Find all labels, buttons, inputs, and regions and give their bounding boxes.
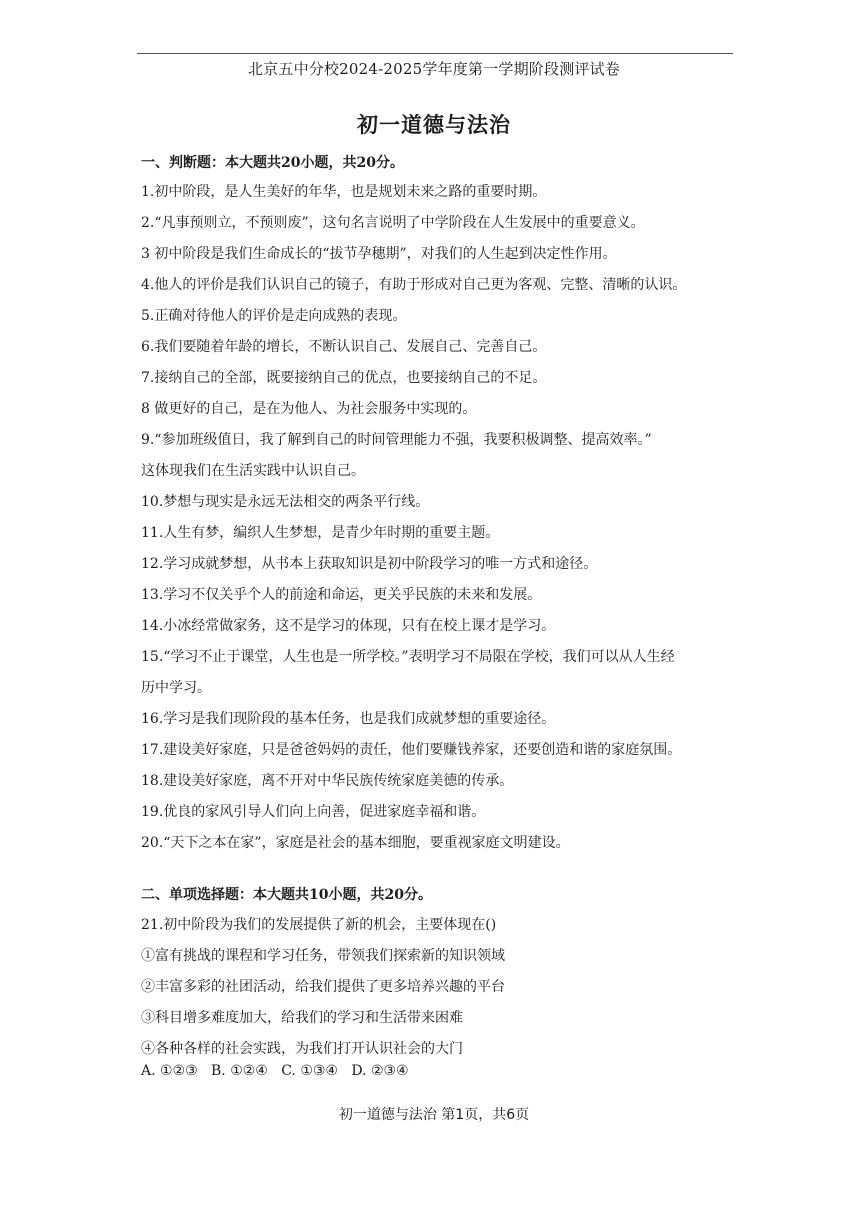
- question-line: 20.“天下之本在家”，家庭是社会的基本细胞，要重视家庭文明建设。: [141, 835, 570, 851]
- page-footer: 初一道德与法治 第1页，共6页: [338, 1107, 530, 1123]
- question-line: 6.我们要随着年龄的增长，不断认识自己、发展自己、完善自己。: [141, 339, 547, 355]
- header-rule: [137, 53, 733, 54]
- question-line: 11.人生有梦，编织人生梦想，是青少年时期的重要主题。: [141, 525, 500, 541]
- question-line: 5.正确对待他人的评价是走向成熟的表现。: [141, 308, 407, 324]
- question-line: 17.建设美好家庭，只是爸爸妈妈的责任，他们要赚钱养家，还要创造和谐的家庭氛围。: [141, 742, 682, 758]
- statement-item: ②丰富多彩的社团活动，给我们提供了更多培养兴趣的平台: [141, 979, 505, 995]
- question-21: 21.初中阶段为我们的发展提供了新的机会，主要体现在(): [141, 917, 497, 933]
- question-line: 13.学习不仅关乎个人的前途和命运，更关乎民族的未来和发展。: [141, 587, 542, 603]
- statement-item: ①富有挑战的课程和学习任务，带领我们探索新的知识领域: [141, 948, 505, 964]
- statement-item: ③科目增多难度加大，给我们的学习和生活带来困难: [141, 1010, 463, 1026]
- question-line: 16.学习是我们现阶段的基本任务，也是我们成就梦想的重要途径。: [141, 711, 556, 727]
- answer-options: A. ①②③ B. ①②④ C. ①③④ D. ②③④: [141, 1063, 409, 1079]
- question-line: 10.梦想与现实是永远无法相交的两条平行线。: [141, 494, 430, 510]
- question-line: 这体现我们在生活实践中认识自己。: [141, 463, 365, 479]
- question-line: 9.“参加班级值日，我了解到自己的时间管理能力不强，我要积极调整、提高效率。”: [141, 432, 652, 448]
- question-line: 历中学习。: [141, 680, 211, 696]
- section2-heading: 二、单项选择题：本大题共10小题，共20分。: [141, 887, 432, 903]
- question-line: 19.优良的家风引导人们向上向善，促进家庭幸福和谐。: [141, 804, 486, 820]
- section1-heading: 一、判断题：本大题共20小题，共20分。: [141, 155, 404, 171]
- school-header: 北京五中分校2024-2025学年度第一学期阶段测评试卷: [247, 60, 621, 78]
- statement-item: ④各种各样的社会实践，为我们打开认识社会的大门: [141, 1041, 463, 1057]
- question-line: 8 做更好的自己，是在为他人、为社会服务中实现的。: [141, 401, 477, 417]
- paper-title: 初一道德与法治: [357, 112, 511, 137]
- question-line: 15.“学习不止于课堂，人生也是一所学校。”表明学习不局限在学校，我们可以从人生经: [141, 649, 675, 665]
- question-line: 4.他人的评价是我们认识自己的镜子，有助于形成对自己更为客观、完整、清晰的认识。: [141, 277, 687, 293]
- question-line: 14.小冰经常做家务，这不是学习的体现，只有在校上课才是学习。: [141, 618, 556, 634]
- question-line: 3 初中阶段是我们生命成长的“拔节孕穗期”，对我们的人生起到决定性作用。: [141, 246, 617, 262]
- question-line: 7.接纳自己的全部，既要接纳自己的优点，也要接纳自己的不足。: [141, 370, 547, 386]
- question-line: 2.“凡事预则立，不预则废”，这句名言说明了中学阶段在人生发展中的重要意义。: [141, 215, 645, 231]
- question-line: 12.学习成就梦想，从书本上获取知识是初中阶段学习的唯一方式和途径。: [141, 556, 598, 572]
- question-line: 18.建设美好家庭，离不开对中华民族传统家庭美德的传承。: [141, 773, 514, 789]
- question-line: 1.初中阶段，是人生美好的年华，也是规划未来之路的重要时期。: [141, 184, 547, 200]
